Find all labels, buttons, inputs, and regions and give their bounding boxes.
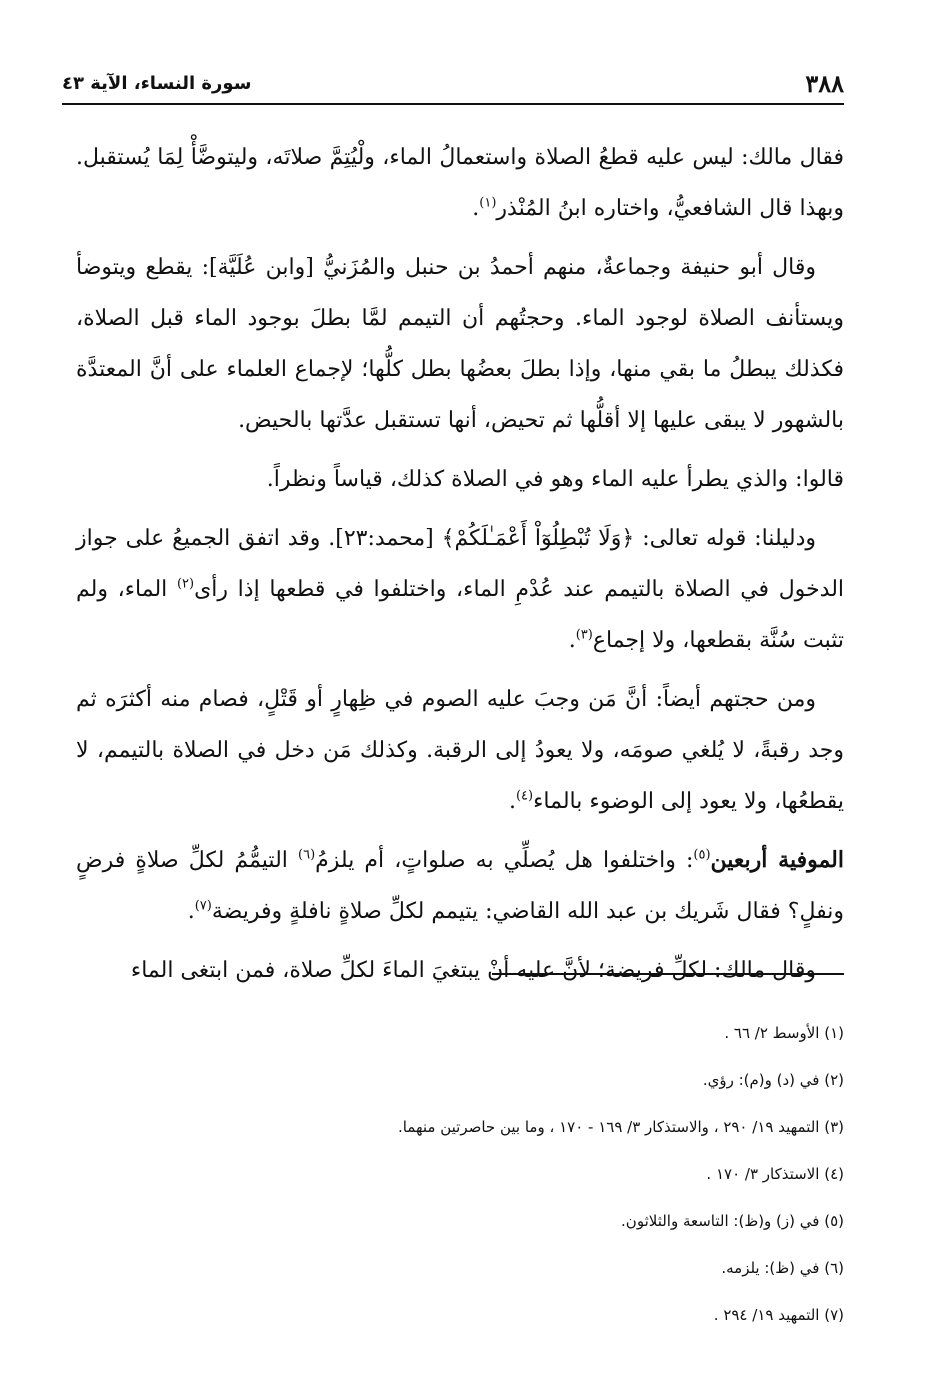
footnote-marker: (٢) <box>176 576 195 592</box>
footnote-4: (٤) الاستذكار ٣/ ١٧٠ . <box>706 1165 844 1183</box>
header-rule <box>62 103 844 105</box>
running-header <box>62 66 844 100</box>
footnote-marker: (١) <box>479 195 497 211</box>
footnote-marker: (٦) <box>298 847 316 863</box>
section-heading: الموفية أربعين <box>710 847 845 873</box>
paragraph-7: وقال مالك: لكلِّ فريضة؛ لأنَّ عليه أنْ يبتغيَ الماءَ لكلِّ صلاة، فمن ابتغى الماء <box>130 958 816 983</box>
footnote-5: (٥) في (ز) و(ظ): التاسعة والثلاثون. <box>621 1212 844 1230</box>
page-number: ٣٨٨ <box>805 68 844 98</box>
paragraph-2: وقال أبو حنيفة وجماعةٌ، منهم أحمدُ بن حنبل والمُزَنيُّ [وابن عُلَيَّة]: يقطع ويتوضأ ويستأنف الصلاة لوجود الماء. وحجتُهم أن التيمم لمَّا بطلَ بوجود الماء قبل الصلاة، فكذلك يبطلُ ما بقي منها، وإذا بطلَ بعضُها بطل كلُّها؛ لإجماع العلماء على أنَّ المعتدَّة بالشهور لا يبقى عليها إلا أقلُّها ثم تحيض، أنها تستقبل عدَّتها بالحيض. <box>76 255 844 433</box>
footnote-1: (١) الأوسط ٢/ ٦٦ . <box>724 1024 844 1042</box>
paragraph-1: فقال مالك: ليس عليه قطعُ الصلاة واستعمالُ الماء، ولْيُتِمَّ صلاتَه، وليتوضَّأْ لِمَا يُستقبل. وبهذا قال الشافعيُّ، واختاره ابنُ المُنْذر$^{(١)}$. <box>76 145 844 221</box>
footnote-marker: (٤) <box>515 788 534 804</box>
footnote-rule <box>492 973 844 975</box>
footnote-6: (٦) في (ظ): يلزمه. <box>721 1259 844 1277</box>
footnote-2: (٢) في (د) و(م): رؤي. <box>702 1071 844 1089</box>
paragraph-6: الموفية أربعين$^{(٥)}$: واختلفوا هل يُصلِّي به صلواتٍ، أم يلزمُ$^{(٦)}$ التيمُّمُ لكلِّ صلاةٍ فرضٍ ونفلٍ؟ فقال شَريك بن عبد الله القاضي: يتيمم لكلِّ صلاةٍ نافلةٍ وفريضة$^{(٧)}$. <box>76 847 845 924</box>
paragraph-5: ومن حجتهم أيضاً: أنَّ مَن وجبَ عليه الصوم في ظِهارٍ أو قَتْلٍ، فصام منه أكثرَه ثم وجد رقبةً، لا يُلغي صومَه، ولا يعودُ إلى الرقبة. وكذلك مَن دخل في الصلاة بالتيمم، لا يقطعُها، ولا يعود إلى الوضوء بالماء$^{(٤)}$. <box>76 687 844 814</box>
footnote-7: (٧) التمهيد ١٩/ ٢٩٤ . <box>713 1306 844 1324</box>
footnote-marker: (٣) <box>575 627 593 643</box>
paragraph-3: قالوا: والذي يطرأ عليه الماء وهو في الصلاة كذلك، قياساً ونظراً. <box>266 467 844 492</box>
footnote-marker: (٧) <box>194 898 212 914</box>
surah-title: سورة النساء، الآية ٤٣ <box>62 72 252 94</box>
main-text <box>76 132 844 1004</box>
footnote-3: (٣) التمهيد ١٩/ ٢٩٠ ، والاستذكار ٣/ ١٦٩ - ١٧٠ ، وما بين حاصرتين منهما. <box>397 1118 844 1136</box>
footnote-marker: (٥) <box>693 847 711 863</box>
footnotes <box>200 1010 844 1339</box>
paragraph-4: ودليلنا: قوله تعالى: ﴿وَلَا تُبْطِلُوٓاْ أَعْمَـٰلَكُمْ﴾ [محمد:٢٣]. وقد اتفق الجميعُ على جواز الدخول في الصلاة بالتيمم عند عُدْمِ الماء، واختلفوا في قطعها إذا رأى$^{(٢)}$ الماء، ولم تثبت سُنَّة بقطعها، ولا إجماع$^{(٣)}$. <box>76 526 845 653</box>
